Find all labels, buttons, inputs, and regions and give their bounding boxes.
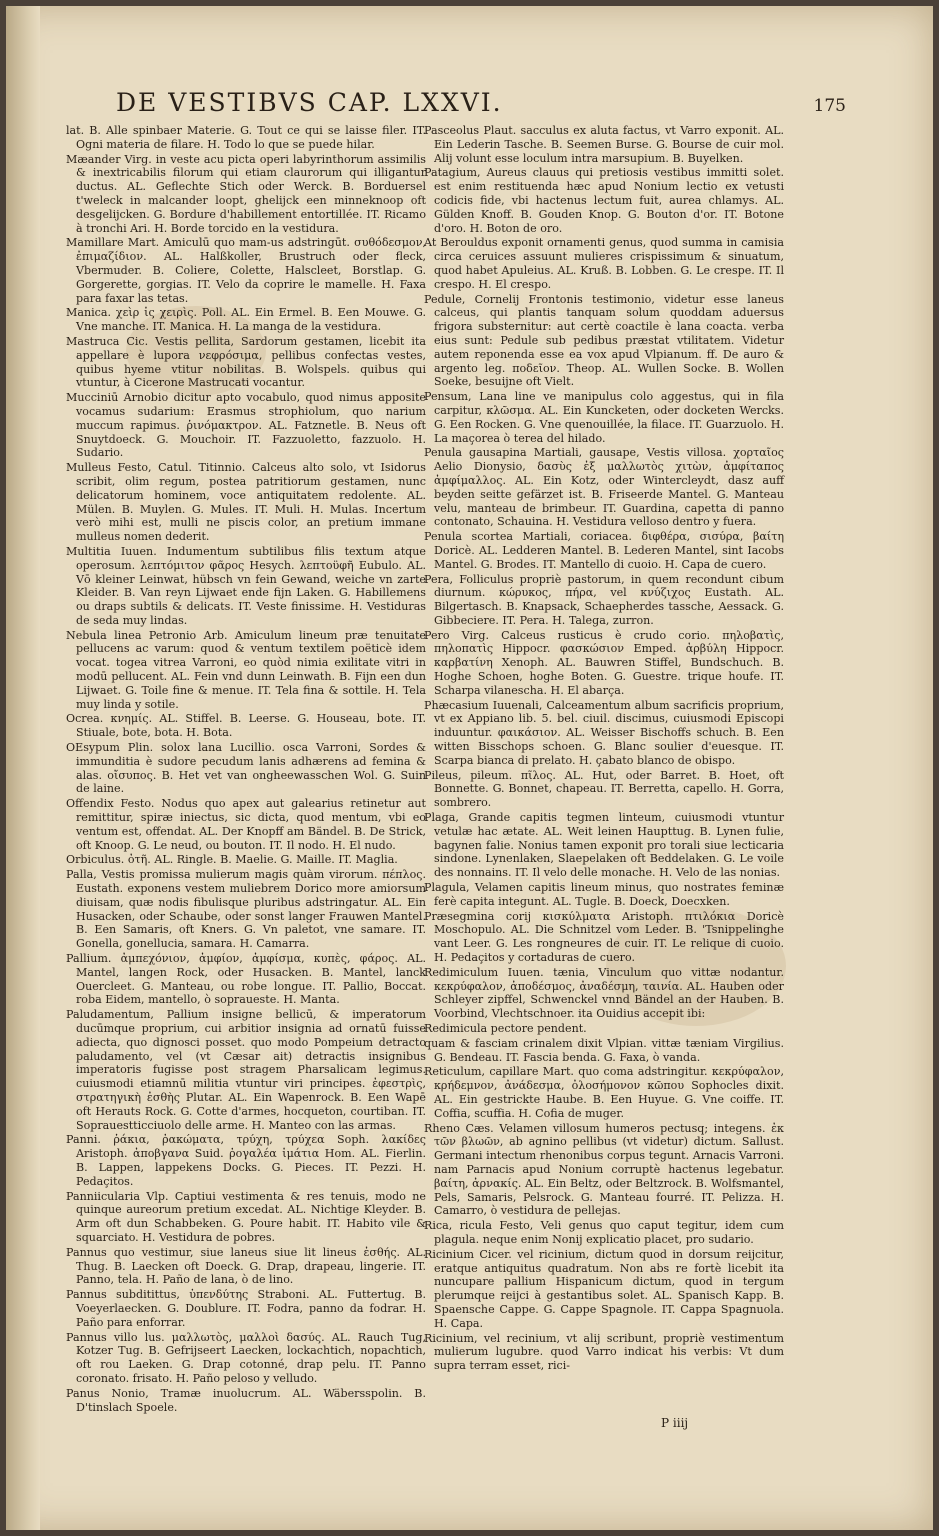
- dictionary-entry: Ricinium, vel recinium, vt alij scribunt, propriè vestimentum mulierum lugubre. quod Varro indicat his verbis: Vt dum supra terram esset, rici-: [424, 1331, 784, 1373]
- dictionary-entry: Panni. ῥάκια, ῥακώματα, τρύχη, τρύχεα Soph. λακίδες Aristoph. ἀποβγανα Suid. ῥογαλέα ἱμάτια Hom. AL. Fierlin. B. Lappen, lappekens Docks. G. Pieces. IT. Pezzi. H. Pedaçitos.: [66, 1133, 426, 1188]
- dictionary-entry: Pedule, Cornelij Frontonis testimonio, videtur esse laneus calceus, qui plantis tanquam solum quoddam aduersus frigora substernitur: aut certè coactile è lana coacta. verba eius sunt: Pedule sub pedibus præstat vtilitatem. Videtur autem reponenda esse ea vox apud Vlpianum. ff. De auro & argento leg. ποδεῖον. Theop. AL. Wullen Socke. B. Wollen Soeke, besuijne oft Vielt.: [424, 292, 784, 389]
- dictionary-entry: Panniicularia Vlp. Captiui vestimenta & res tenuis, modo ne quinque aureorum pretium excedat. AL. Nichtige Kleyder. B. Arm oft dun Schabbeken. G. Poure habit. IT. Habito vile & squarciato. H. Vestidura de pobres.: [66, 1189, 426, 1244]
- dictionary-entry: Pileus, pileum. πῖλος. AL. Hut, oder Barret. B. Hoet, oft Bonnette. G. Bonnet, chapeau. IT. Berretta, capello. H. Gorra, sombrero.: [424, 768, 784, 810]
- book-page: [6, 6, 933, 1530]
- dictionary-entry: lat. B. Alle spinbaer Materie. G. Tout ce qui se laisse filer. IT. Ogni materia de filare. H. Todo lo que se puede hilar.: [66, 124, 426, 151]
- dictionary-entry: Ocrea. κνημίς. AL. Stiffel. B. Leerse. G. Houseau, bote. IT. Stiuale, bote, bota. H. Bota.: [66, 712, 426, 740]
- dictionary-entry: Penula scortea Martiali, coriacea. διφθέρα, σισύρα, βαίτη Doricè. AL. Ledderen Mantel. B. Lederen Mantel, sint Iacobs Mantel. G. Brodes. IT. Mantello di cuoio. H. Capa de cuero.: [424, 530, 784, 571]
- dictionary-entry: Ricinium Cicer. vel ricinium, dictum quod in dorsum reijcitur, eratque antiquitus quadratum. Non abs re fortè licebit ita nuncupare pallium Hispanicum dictum, quod in tergum plerumque reijci à gestantibus solet. AL. Spanisch Kapp. B. Spaensche Cappe. G. Cappe Spagnole. IT. Cappa Spagnuola. H. Capa.: [424, 1247, 784, 1330]
- dictionary-entry: Orbiculus. ὀτῆ. AL. Ringle. B. Maelie. G. Maille. IT. Maglia.: [66, 853, 398, 867]
- dictionary-entry: Pannus villo lus. μαλλωτὸς, μαλλοὶ δασύς. AL. Rauch Tug, Kotzer Tug. B. Gefrijseert Laecken, lockachtich, nopachtich, oft rou Laeken. G. Drap cotonné, drap pelu. IT. Panno coronato. frisato. H. Paño peloso y velludo.: [66, 1330, 426, 1385]
- dictionary-entry: Pannus quo vestimur, siue laneus siue lit lineus ἐσθής. AL. Thug. B. Laecken oft Doeck. G. Drap, drapeau, lingerie. IT. Panno, tela. H. Paño de lana, ò de lino.: [66, 1245, 426, 1287]
- dictionary-entry: Multitia Iuuen. Indumentum subtilibus filis textum atque operosum. λεπτόμιτον φᾶρος Hesych. λεπτοϋφῆ Eubulo. AL. Vō kleiner Leinwat, hübsch vn fein Gewand, weiche vn zarte Kleider. B. Van reyn Lijwaet ende fijn Laken. G. Habillemens ou draps subtils & delicats. IT. Veste finissime. H. Vestiduras de seda muy lindas.: [66, 544, 426, 627]
- dictionary-entry: Mamillare Mart. Amiculū quo mam-us adstringūt. συθόδεσμον, ἐπιμαζίδιον. AL. Halßkoller, Brustruch oder fleck, Vbermuder. B. Coliere, Colette, Halscleet, Borstlap. G. Gorgerette, gorgias. IT. Velo da coprire le mamelle. H. Faxa para faxar las tetas.: [66, 236, 426, 305]
- right-column: [424, 124, 784, 1374]
- dictionary-entry: Pero Virg. Calceus rusticus è crudo corio. πηλοβατὶς, πηλοπατὶς Hippocr. φασκώσιον Emped. ἀρβύλη Hippocr. καρβατίνη Xenoph. AL. Bauwren Stiffel, Bundschuch. B. Hoghe Schoen, hoghe Boten. G. Guestre. trique houfe. IT. Scharpa vilanescha. H. El abarça.: [424, 628, 784, 697]
- dictionary-entry: Redimicula pectore pendent.: [424, 1022, 587, 1035]
- dictionary-entry: Paludamentum, Pallium insigne bellicū, & imperatorum ducūmque proprium, cui arbitior insignia ad ornatū fuisse adiecta, quo dignosci posset. quo modo Pompeium detracto paludamento, vel (vt Cæsar ait) detractis insignibus imperatoris fugisse post stragem Pharsalicam legimus. cuiusmodi etiamnū militia vtuntur viri principes. ἐφεστρὶς, στρατηγικὴ ἐσθὴς Plutar. AL. Ein Wapenrock. B. Een Wapē oft Herauts Rock. G. Cotte d'armes, hocqueton, courtiban. IT. Soprauestticciuolo delle arme. H. Manteo con las armas.: [66, 1008, 426, 1132]
- dictionary-entry: Rica, ricula Festo, Veli genus quo caput tegitur, idem cum plagula. neque enim Nonij explicatio placet, pro sudario.: [424, 1219, 784, 1246]
- dictionary-entry: Nebula linea Petronio Arb. Amiculum lineum præ tenuitate pellucens ac varum: quod & ventum textilem poëticè idem vocat. togea vitrea Varroni, eo quòd nimia exilitate vitri in modū pellucent. AL. Fein vnd dunn Leinwath. B. Fijn een dun Lijwaet. G. Toile fine & menue. IT. Tela fina & sottile. H. Tela muy linda y sotile.: [66, 628, 426, 711]
- dictionary-entry: Plagula, Velamen capitis lineum minus, quo nostrates feminæ ferè capita integunt. AL. Tugle. B. Doeck, Doecxken.: [424, 881, 784, 908]
- running-title: DE VESTIBVS CAP. LXXVI.: [116, 88, 503, 117]
- dictionary-entry: Plaga, Grande capitis tegmen linteum, cuiusmodi vtuntur vetulæ hac ætate. AL. Weit leinen Haupttug. B. Lynen fulie, bagynen falie. Nonius tamen exponit pro torali siue lecticaria sindone. Lynenlaken, Slaepelaken oft Beddelaken. G. Le voile des nonnains. IT. Il velo delle monache. H. Velo de las nonias.: [424, 811, 784, 880]
- dictionary-entry: Pensum, Lana line ve manipulus colo aggestus, qui in fila carpitur, κλῶσμα. AL. Ein Kuncketen, oder docketen Wercks. G. Een Rocken. G. Vne quenouillée, la filace. IT. Guarzuolo. H. La maçorea ò terea del hilado.: [424, 390, 784, 445]
- page-number: 175: [813, 96, 846, 116]
- dictionary-entry: OEsypum Plin. solox lana Lucillio. osca Varroni, Sordes & immunditia è sudore pecudum lanis adhærens ad femina & alas. οἴσυπος. B. Het vet van ongheewasschen Wol. G. Suin de laine.: [66, 741, 426, 796]
- left-column: [66, 124, 426, 1415]
- dictionary-entry: Palla, Vestis promissa mulierum magis quàm virorum. πέπλος. Eustath. exponens vestem muliebrem Dorico more amiorsum diuisam, quæ nodis fibulisque pluribus adstringatur. AL. Ein Husacken, oder Schaube, oder sonst langer Frauwen Mantel. B. Een Samaris, oft Kners. G. Vn paletot, vne samare. IT. Gonella, gonellucia, samara. H. Camarra.: [66, 868, 426, 951]
- dictionary-entry: Offendix Festo. Nodus quo apex aut galearius retinetur aut remittitur, spiræ iniectus, sic dicta, quod mentum, vbi eo ventum est, offendat. AL. Der Knopff am Bändel. B. De Strick, oft Knoop. G. Le neud, ou bouton. IT. Il nodo. H. El nudo.: [66, 797, 426, 852]
- dictionary-entry: Manica. χεὶρ ἱς χειρὶς. Poll. AL. Ein Ermel. B. Een Mouwe. G. Vne manche. IT. Manica. H. La manga de la vestidura.: [66, 306, 426, 334]
- dictionary-entry: Phæcasium Iuuenali, Calceamentum album sacrificis proprium, vt ex Appiano lib. 5. bel. ciuil. discimus, cuiusmodi Episcopi induuntur. φαικάσιον. AL. Weisser Bischoffs schuch. B. Een witten Bisschops schoen. G. Blanc soulier d'euesque. IT. Scarpa bianca di prelato. H. çabato blanco de obispo.: [424, 698, 784, 767]
- dictionary-entry: Redimiculum Iuuen. tænia, Vinculum quo vittæ nodantur. κεκρύφαλον, ἀποδέσμος, ἀναδέσμη, ταινία. AL. Hauben oder Schleyer zipffel, Schwenckel vnnd Bändel an der Hauben. B. Voorbind, Vlechtschnoer. ita Ouidius accepit ibi:: [424, 965, 784, 1021]
- dictionary-entry: Penula gausapina Martiali, gausape, Vestis villosa. χορταῖος Aelio Dionysio, δασὺς ἐξ μαλλωτὸς χιτὼν, ἀμφίταπος ἀμφίμαλλος. AL. Ein Kotz, oder Wintercleydt, dasz auff beyden seitte gefärzet ist. B. Friseerde Mantel. G. Manteau velu, manteau de brimbeur. IT. Guardina, capetta di panno contonato, Schauina. H. Vestidura velloso dentro y fuera.: [424, 446, 784, 529]
- page-header: [116, 88, 846, 124]
- dictionary-entry: Patagium, Aureus clauus qui pretiosis vestibus immitti solet. est enim restituenda hæc apud Nonium lectio ex vetusti codicis fide, vbi hactenus lectum fuit, aurea chlamys. AL. Gülden Knoff. B. Gouden Knop. G. Bouton d'or. IT. Botone d'oro. H. Boton de oro.: [424, 166, 784, 235]
- dictionary-entry: Reticulum, capillare Mart. quo coma adstringitur. κεκρύφαλον, κρήδεμνον, ἀνάδεσμα, ὀλοσήμονον κῶπου Sophocles dixit. AL. Ein gestrickte Haube. B. Een Huyue. G. Vne coiffe. IT. Coffia, scuffia. H. Cofia de muger.: [424, 1065, 784, 1120]
- dictionary-entry: Mastruca Cic. Vestis pellita, Sardorum gestamen, licebit ita appellare è lupora νεφρόσιμα, pellibus confectas vestes, quibus hyeme vtitur nobilitas. B. Wolspels. quibus qui vtuntur, à Cicerone Mastrucati vocantur.: [66, 334, 426, 390]
- dictionary-entry: Pasceolus Plaut. sacculus ex aluta factus, vt Varro exponit. AL. Ein Lederin Tasche. B. Seemen Burse. G. Bourse de cuir mol. Alij volunt esse loculum intra marsupium. B. Buyelken.: [424, 124, 784, 165]
- dictionary-entry: Mæander Virg. in veste acu picta operi labyrinthorum assimilis & inextricabilis filorum qui etiam claurorum qui illigantur ductus. AL. Geflechte Stich oder Werck. B. Borduersel t'weleck in malcander loopt, ghelijck een minneknoop oft desgelijcken. G. Bordure d'habillement entortillée. IT. Ricamo à tronchi Ari. H. Borde torcido en la vestidura.: [66, 152, 426, 235]
- dictionary-entry: Mucciniū Arnobio dicitur apto vocabulo, quod nimus apposite vocamus sudarium: Erasmus strophiolum, quo narium muccum rapimus. ῥινόμακτρον. AL. Fatznetle. B. Neus oft Snuytdoeck. G. Mouchoir. IT. Fazzuoletto, fazzuolo. H. Sudario.: [66, 391, 426, 460]
- dictionary-entry: Pannus subditittus, ὑπενδύτης Straboni. AL. Futtertug. B. Voeyerlaecken. G. Doublure. IT. Fodra, panno da fodrar. H. Paño para enforrar.: [66, 1288, 426, 1329]
- dictionary-entry: quam & fasciam crinalem dixit Vlpian. vittæ tæniam Virgilius. G. Bendeau. IT. Fascia benda. G. Faxa, ò vanda.: [424, 1036, 784, 1064]
- dictionary-entry: Rheno Cæs. Velamen villosum humeros pectusq; integens. ἐκ τῶν βλωῶν, ab agnino pellibus (vt videtur) dictum. Sallust. Germani intectum rhenonibus corpus tegunt. Arnacis Varroni. nam Parnacis apud Nonium corruptè hactenus legebatur. βαίτη, ἀρνακίς. AL. Ein Beltz, oder Beltzrock. B. Wolfsmantel, Pels, Samaris, Pelsrock. G. Manteau fourré. IT. Pelizza. H. Camarro, ò vestidura de pellejas.: [424, 1121, 784, 1218]
- dictionary-entry: Præsegmina corij κισκύλματα Aristoph. πτιλόκια Doricè Moschopulo. AL. Die Schnitzel vom Leder. B. 'Tsnippelinghe vant Leer. G. Les rongneures de cuir. IT. Le relique di cuoio. H. Pedaçitos y cortaduras de cuero.: [424, 909, 784, 965]
- dictionary-entry: Panus Nonio, Tramæ inuolucrum. AL. Wäbersspolin. B. D'tinslach Spoele.: [66, 1386, 426, 1414]
- page-gutter: [6, 6, 40, 1530]
- dictionary-entry: Pera, Folliculus propriè pastorum, in quem recondunt cibum diurnum. κώρυκος, πήρα, vel κνύζιχος Eustath. AL. Bilgertasch. B. Knapsack, Schaepherdes tassche, Aessack. G. Gibbeciere. IT. Pera. H. Talega, zurron.: [424, 572, 784, 627]
- dictionary-entry: Mulleus Festo, Catul. Titinnio. Calceus alto solo, vt Isidorus scribit, olim regum, postea patritiorum gestamen, nunc delicatorum hominem, voce antiquitatem redolente. AL. Mülen. B. Muylen. G. Mules. IT. Muli. H. Mulas. Incertum verò mihi est, mulli ne piscis color, an pretium immane mulleus nomen dederit.: [66, 461, 426, 544]
- dictionary-entry: Pallium. ἀμπεχόνιον, ἀμφίον, ἀμφίσμα, κυπὲς, φάρος. AL. Mantel, langen Rock, oder Husacken. B. Mantel, lanck Ouercleet. G. Manteau, ou robe longue. IT. Pallio, Boccat. roba Eidem, mantello, ò sopraueste. H. Manta.: [66, 952, 426, 1007]
- signature-mark: P iiij: [661, 1416, 689, 1430]
- dictionary-entry: At Berouldus exponit ornamenti genus, quod summa in camisia circa ceruices assuunt mulieres crispissimum & sinuatum, quod habet Apuleius. AL. Kruß. B. Lobben. G. Le crespe. IT. Il crespo. H. El crespo.: [424, 236, 784, 291]
